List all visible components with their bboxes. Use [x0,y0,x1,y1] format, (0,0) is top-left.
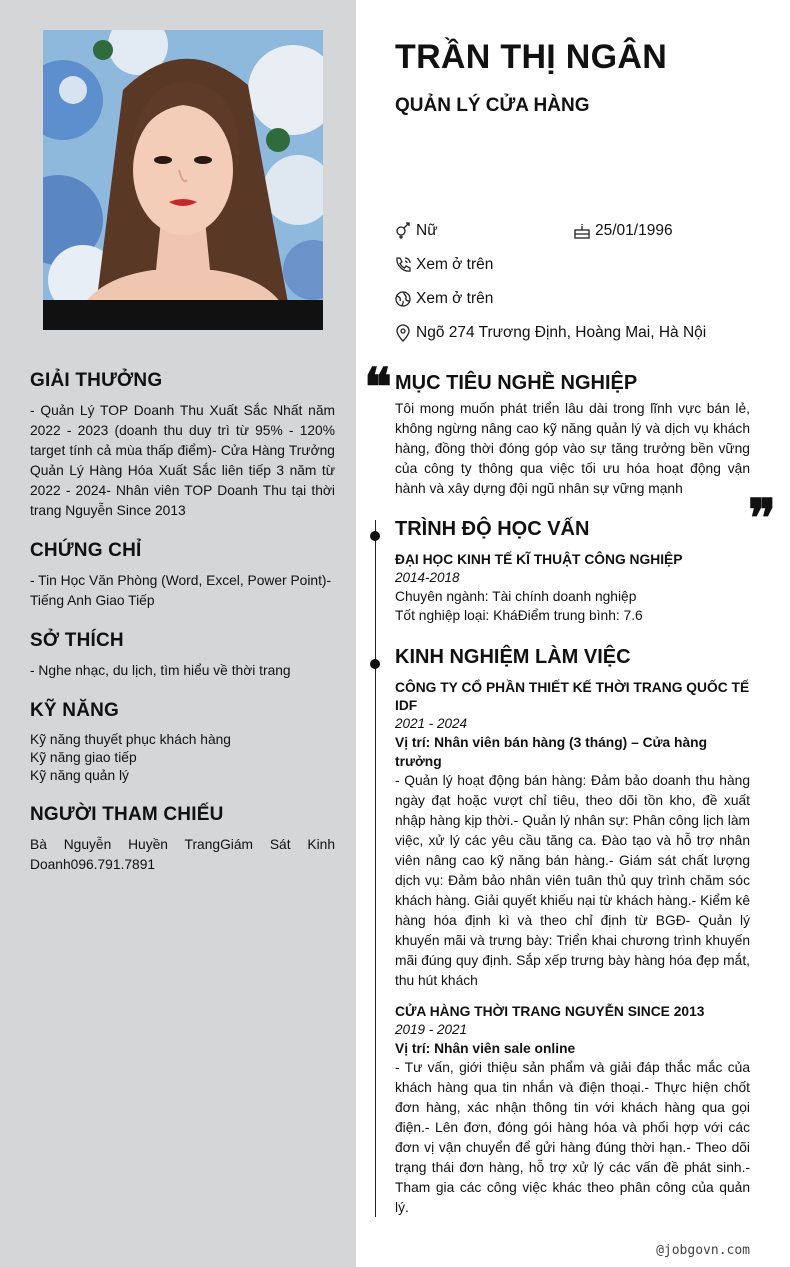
address-info [394,324,706,342]
skill-item: Kỹ năng giao tiếp [30,750,137,765]
job-description: - Tư vấn, giới thiệu sản phẩm và giải đáp thắc mắc của khách hàng qua tin nhắn và điện thoại.- Thực hiện chốt đơn hàng, xác nhận thông tin với khách hàng qua gọi điện.- Lên đơn, đóng gói hàng hóa và phối hợp với các đơn vị vận chuyển để gửi hàng đúng thời hạn.- Theo dõi trạng thái đơn hàng, hỗ trợ xử lý các vấn đề phát sinh.- Tham gia các công việc khác theo phân công của quản lý. [395,1060,750,1215]
timeline-dot [370,531,380,541]
job-period: 2021 - 2024 [395,716,468,731]
hobbies-text: - Nghe nhạc, du lịch, tìm hiểu về thời trang [30,663,291,678]
objective-text: Tôi mong muốn phát triển lâu dài trong lĩnh vực bán lẻ, không ngừng nâng cao kỹ năng quản lý và dịch vụ khách hàng, đồng thời đóng góp vào sự tăng trưởng bền vững của công ty thông qua việc tối ưu hóa hoạt động vận hành và xây dựng đội ngũ nhân sự vững mạnh [395,401,750,496]
job-title: QUẢN LÝ CỬA HÀNG [395,95,590,116]
awards-text: - Quản Lý TOP Doanh Thu Xuất Sắc Nhất năm 2022 - 2023 (doanh thu duy trì từ 95% - 120% target tính cả mùa thấp điểm)- Cửa Hàng Trưởng Quản Lý Hàng Hóa Xuất Sắc liên tiếp 3 năm từ 2022 - 2024- Nhân viên TOP Doanh Thu tại thời trang Nguyễn Since 2013 [30,403,335,518]
globe-icon [394,290,412,308]
profile-photo [43,30,323,330]
job-position: Vị trí: Nhân viên bán hàng (3 tháng) – Cửa hàng trưởng [395,735,708,769]
education-period: 2014-2018 [395,570,460,585]
certificates-section [30,540,335,611]
education-major: Chuyên ngành: Tài chính doanh nghiệp [395,589,637,604]
open-quote-icon: ❝ [364,357,392,418]
certificates-title: CHỨNG CHỈ [30,540,142,561]
main-column [356,0,790,1267]
location-pin-icon [394,324,412,342]
job-position: Vị trí: Nhân viên sale online [395,1041,576,1056]
website-value: Xem ở trên [416,290,494,307]
company-name: CỬA HÀNG THỜI TRANG NGUYỄN SINCE 2013 [395,1004,705,1019]
gender-info [394,222,438,240]
job-period: 2019 - 2021 [395,1022,468,1037]
awards-section [30,370,335,521]
references-title: NGƯỜI THAM CHIẾU [30,804,224,825]
gender-value: Nữ [416,222,438,239]
education-grade: Tốt nghiệp loại: KháĐiểm trung bình: 7.6 [395,608,643,623]
phone-icon [394,256,412,274]
phone-info [394,256,493,274]
skills-title: KỸ NĂNG [30,700,120,721]
references-section [30,804,335,875]
gender-icon [394,222,412,240]
skill-item: Kỹ năng thuyết phục khách hàng [30,732,231,747]
close-quote-icon: ❞ [748,488,776,549]
certificates-text: - Tin Học Văn Phòng (Word, Excel, Power Point)- Tiếng Anh Giao Tiếp [30,573,332,608]
phone-value: Xem ở trên [416,256,494,273]
experience-title: KINH NGHIỆM LÀM VIỆC [395,646,631,668]
references-text: Bà Nguyễn Huyền TrangGiám Sát Kinh Doanh096.791.7891 [30,837,335,872]
sidebar [0,0,356,1267]
cake-icon [573,222,591,240]
education-section [395,518,750,625]
school-name: ĐẠI HỌC KINH TẾ KĨ THUẬT CÔNG NGHIỆP [395,552,683,567]
skills-section [30,700,335,785]
education-title: TRÌNH ĐỘ HỌC VẤN [395,518,590,540]
birthday-value: 25/01/1996 [595,222,673,239]
timeline-dot [370,659,380,669]
experience-section [395,646,750,1218]
objective-section [395,372,750,499]
address-value: Ngõ 274 Trương Định, Hoàng Mai, Hà Nội [416,324,707,341]
skill-item: Kỹ năng quản lý [30,768,129,783]
website-info [394,290,493,308]
timeline-line [375,520,376,1217]
hobbies-title: SỞ THÍCH [30,630,124,651]
objective-title: MỤC TIÊU NGHỀ NGHIỆP [395,372,638,394]
birthday-info [573,222,673,240]
company-name: CÔNG TY CỔ PHẦN THIẾT KẾ THỜI TRANG QUỐC TẾ IDF [395,680,750,713]
job-entry [395,1003,750,1218]
job-entry [395,679,750,991]
watermark: @jobgovn.com [656,1243,750,1258]
candidate-name: TRẦN THỊ NGÂN [395,38,668,76]
awards-title: GIẢI THƯỞNG [30,370,163,391]
hobbies-section [30,630,335,681]
job-description: - Quản lý hoạt động bán hàng: Đảm bảo doanh thu hàng ngày đạt hoặc vượt chỉ tiêu, theo dõi tồn kho, đề xuất nhập hàng kịp thời.- Quản lý nhân sự: Phân công lịch làm việc, xử lý các yêu cầu tăng ca. Đào tạo và hỗ trợ nhân viên nâng cao kỹ năng bán hàng.- Giám sát chất lượng dịch vụ: Đảm bảo nhân viên tuân thủ quy trình chăm sóc khách hàng. Giải quyết khiếu nại từ khách hàng.- Kiểm kê hàng hóa định kì và theo chỉ định từ BGĐ- Quản lý khuyến mãi và trưng bày: Triển khai chương trình khuyến mãi đúng quy định. Sắp xếp trưng bày hàng hóa đẹp mắt, thu hút khách [395,773,750,988]
